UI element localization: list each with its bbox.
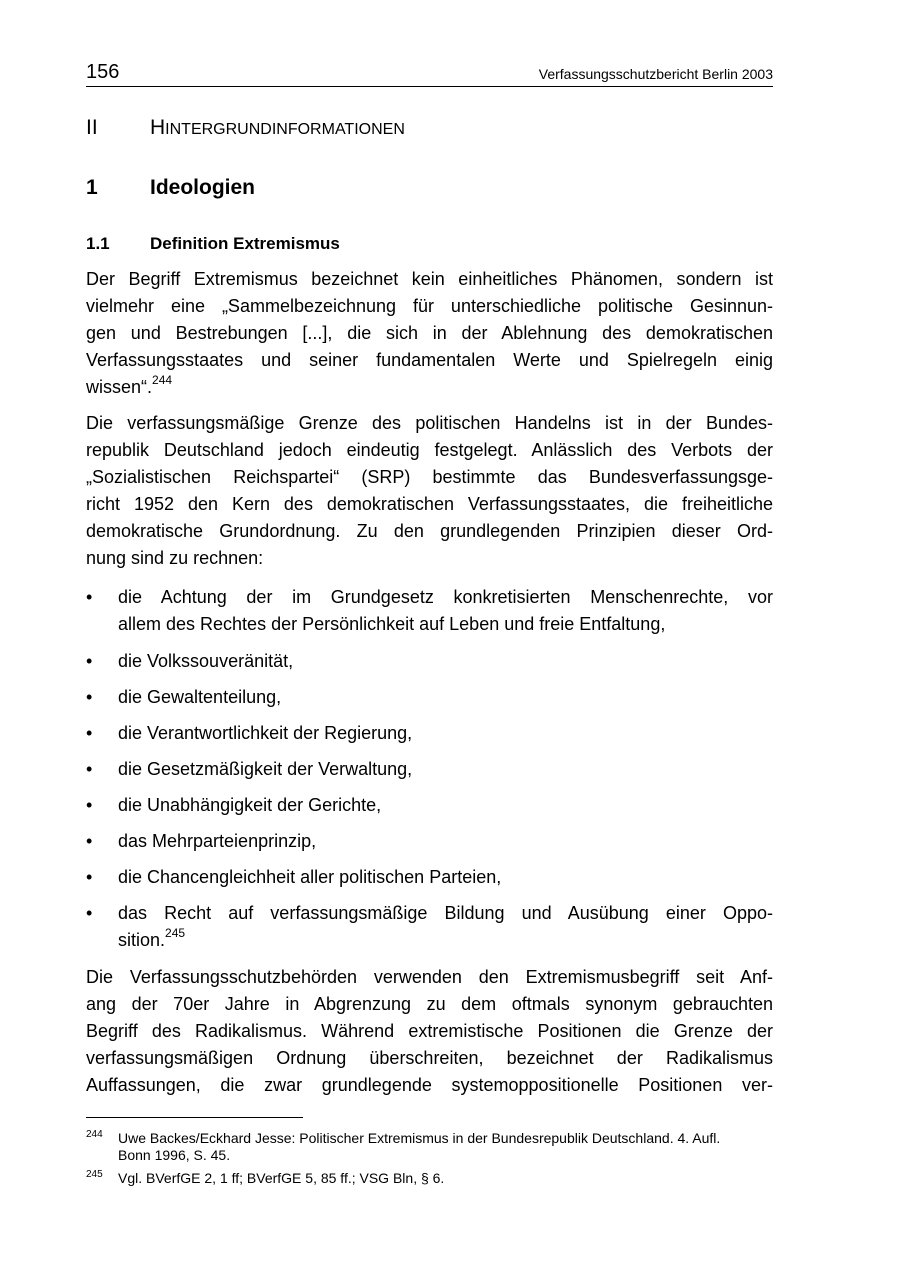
paragraph-last-line <box>86 374 773 401</box>
paragraph-line: verfassungsmäßigen Ordnung überschreiten, bezeichnet der Radikalismus <box>86 1048 773 1068</box>
paragraph-line-text: wissen“. <box>86 377 153 397</box>
part-title-initial: H <box>150 116 166 139</box>
footnote-ref-245[interactable]: 245 <box>165 926 186 940</box>
footnote-ref-244[interactable]: 244 <box>152 373 173 387</box>
list-item-text <box>118 584 773 638</box>
list-item-text <box>118 720 773 747</box>
paragraph-line: richt 1952 den Kern des demokratischen Verfassungsstaates, die freiheitliche <box>86 494 773 514</box>
paragraph-line: nung sind zu rechnen: <box>86 548 264 568</box>
page-header <box>86 60 773 87</box>
list-item-text <box>118 684 773 711</box>
chapter-title: Ideologien <box>150 176 255 199</box>
footnote-line: Vgl. BVerfGE 2, 1 ff; BVerfGE 5, 85 ff.; VSG Bln, § 6. <box>118 1170 445 1186</box>
part-title <box>150 116 405 140</box>
list-item-line: die Chancengleichheit aller politischen Parteien, <box>118 867 502 887</box>
paragraph-line: demokratische Grundordnung. Zu den grundlegenden Prinzipien dieser Ord- <box>86 521 773 541</box>
list-item-line: das Recht auf verfassungsmäßige Bildung und Ausübung einer Oppo- <box>118 903 773 923</box>
list-item-line: die Achtung der im Grundgesetz konkretisierten Menschenrechte, vor <box>118 587 773 607</box>
paragraph-line: Verfassungsstaates und seiner fundamentalen Werte und Spielregeln einig <box>86 350 773 370</box>
part-number: II <box>86 116 98 139</box>
bullet-icon: • <box>86 651 93 671</box>
footnote-number: 245 <box>86 1169 103 1180</box>
part-title-rest: INTERGRUNDINFORMATIONEN <box>165 121 405 138</box>
document-page <box>86 0 773 1273</box>
list-item-line: die Verantwortlichkeit der Regierung, <box>118 723 413 743</box>
bullet-icon: • <box>86 759 93 779</box>
section-title: Definition Extremismus <box>150 234 340 253</box>
bullet-icon: • <box>86 587 93 607</box>
paragraph-radicalism <box>86 964 773 1099</box>
running-title: Verfassungsschutzbericht Berlin 2003 <box>538 66 773 82</box>
bullet-icon: • <box>86 867 93 887</box>
paragraph-line: ang der 70er Jahre in Abgrenzung zu dem oftmals synonym gebrauchten <box>86 994 773 1014</box>
paragraph-line: Die Verfassungsschutzbehörden verwenden den Extremismusbegriff seit Anf- <box>86 967 773 987</box>
paragraph-line: republik Deutschland jedoch eindeutig festgelegt. Anlässlich des Verbots der <box>86 440 773 460</box>
bullet-icon: • <box>86 831 93 851</box>
paragraph-line: „Sozialistischen Reichspartei“ (SRP) bestimmte das Bundesverfassungsge- <box>86 467 773 487</box>
paragraph-line: Begriff des Radikalismus. Während extremistische Positionen die Grenze der <box>86 1021 773 1041</box>
list-item-text <box>118 864 773 891</box>
footnote-number: 244 <box>86 1129 103 1140</box>
paragraph-line: gen und Bestrebungen [...], die sich in der Ablehnung des demokratischen <box>86 323 773 343</box>
list-item-text <box>118 900 773 954</box>
list-item-line: die Gewaltenteilung, <box>118 687 282 707</box>
paragraph-line: vielmehr eine „Sammelbezeichnung für unterschiedliche politische Gesinnun- <box>86 296 773 316</box>
list-item-line: allem des Rechtes der Persönlichkeit auf Leben und freie Entfaltung, <box>118 614 666 634</box>
list-item-text <box>118 756 773 783</box>
bullet-icon: • <box>86 903 93 923</box>
paragraph-line: Auffassungen, die zwar grundlegende systemoppositionelle Positionen ver- <box>86 1075 773 1095</box>
footnote-text <box>118 1130 773 1164</box>
paragraph-line: Der Begriff Extremismus bezeichnet kein einheitliches Phänomen, sondern ist <box>86 269 773 289</box>
list-item-text <box>118 792 773 819</box>
list-item-last-line <box>118 927 773 954</box>
list-item-line-text: sition. <box>118 930 166 950</box>
list-item-line: die Gesetzmäßigkeit der Verwaltung, <box>118 759 413 779</box>
footnote-line: Uwe Backes/Eckhard Jesse: Politischer Extremismus in der Bundesrepublik Deutschland. 4. Aufl. <box>118 1130 721 1146</box>
paragraph-definition <box>86 266 773 401</box>
section-number: 1.1 <box>86 234 110 253</box>
paragraph-fdgo <box>86 410 773 572</box>
bullet-icon: • <box>86 687 93 707</box>
list-item-text <box>118 828 773 855</box>
chapter-number: 1 <box>86 176 98 199</box>
list-item-line: die Volkssouveränität, <box>118 651 294 671</box>
list-item-text <box>118 648 773 675</box>
list-item-line: die Unabhängigkeit der Gerichte, <box>118 795 382 815</box>
bullet-icon: • <box>86 795 93 815</box>
paragraph-line: Die verfassungsmäßige Grenze des politischen Handelns ist in der Bundes- <box>86 413 773 433</box>
footnote-text <box>118 1170 773 1187</box>
page-number: 156 <box>86 61 120 83</box>
footnote-divider <box>86 1117 303 1118</box>
list-item-line: das Mehrparteienprinzip, <box>118 831 317 851</box>
footnote-line: Bonn 1996, S. 45. <box>118 1147 231 1163</box>
bullet-icon: • <box>86 723 93 743</box>
